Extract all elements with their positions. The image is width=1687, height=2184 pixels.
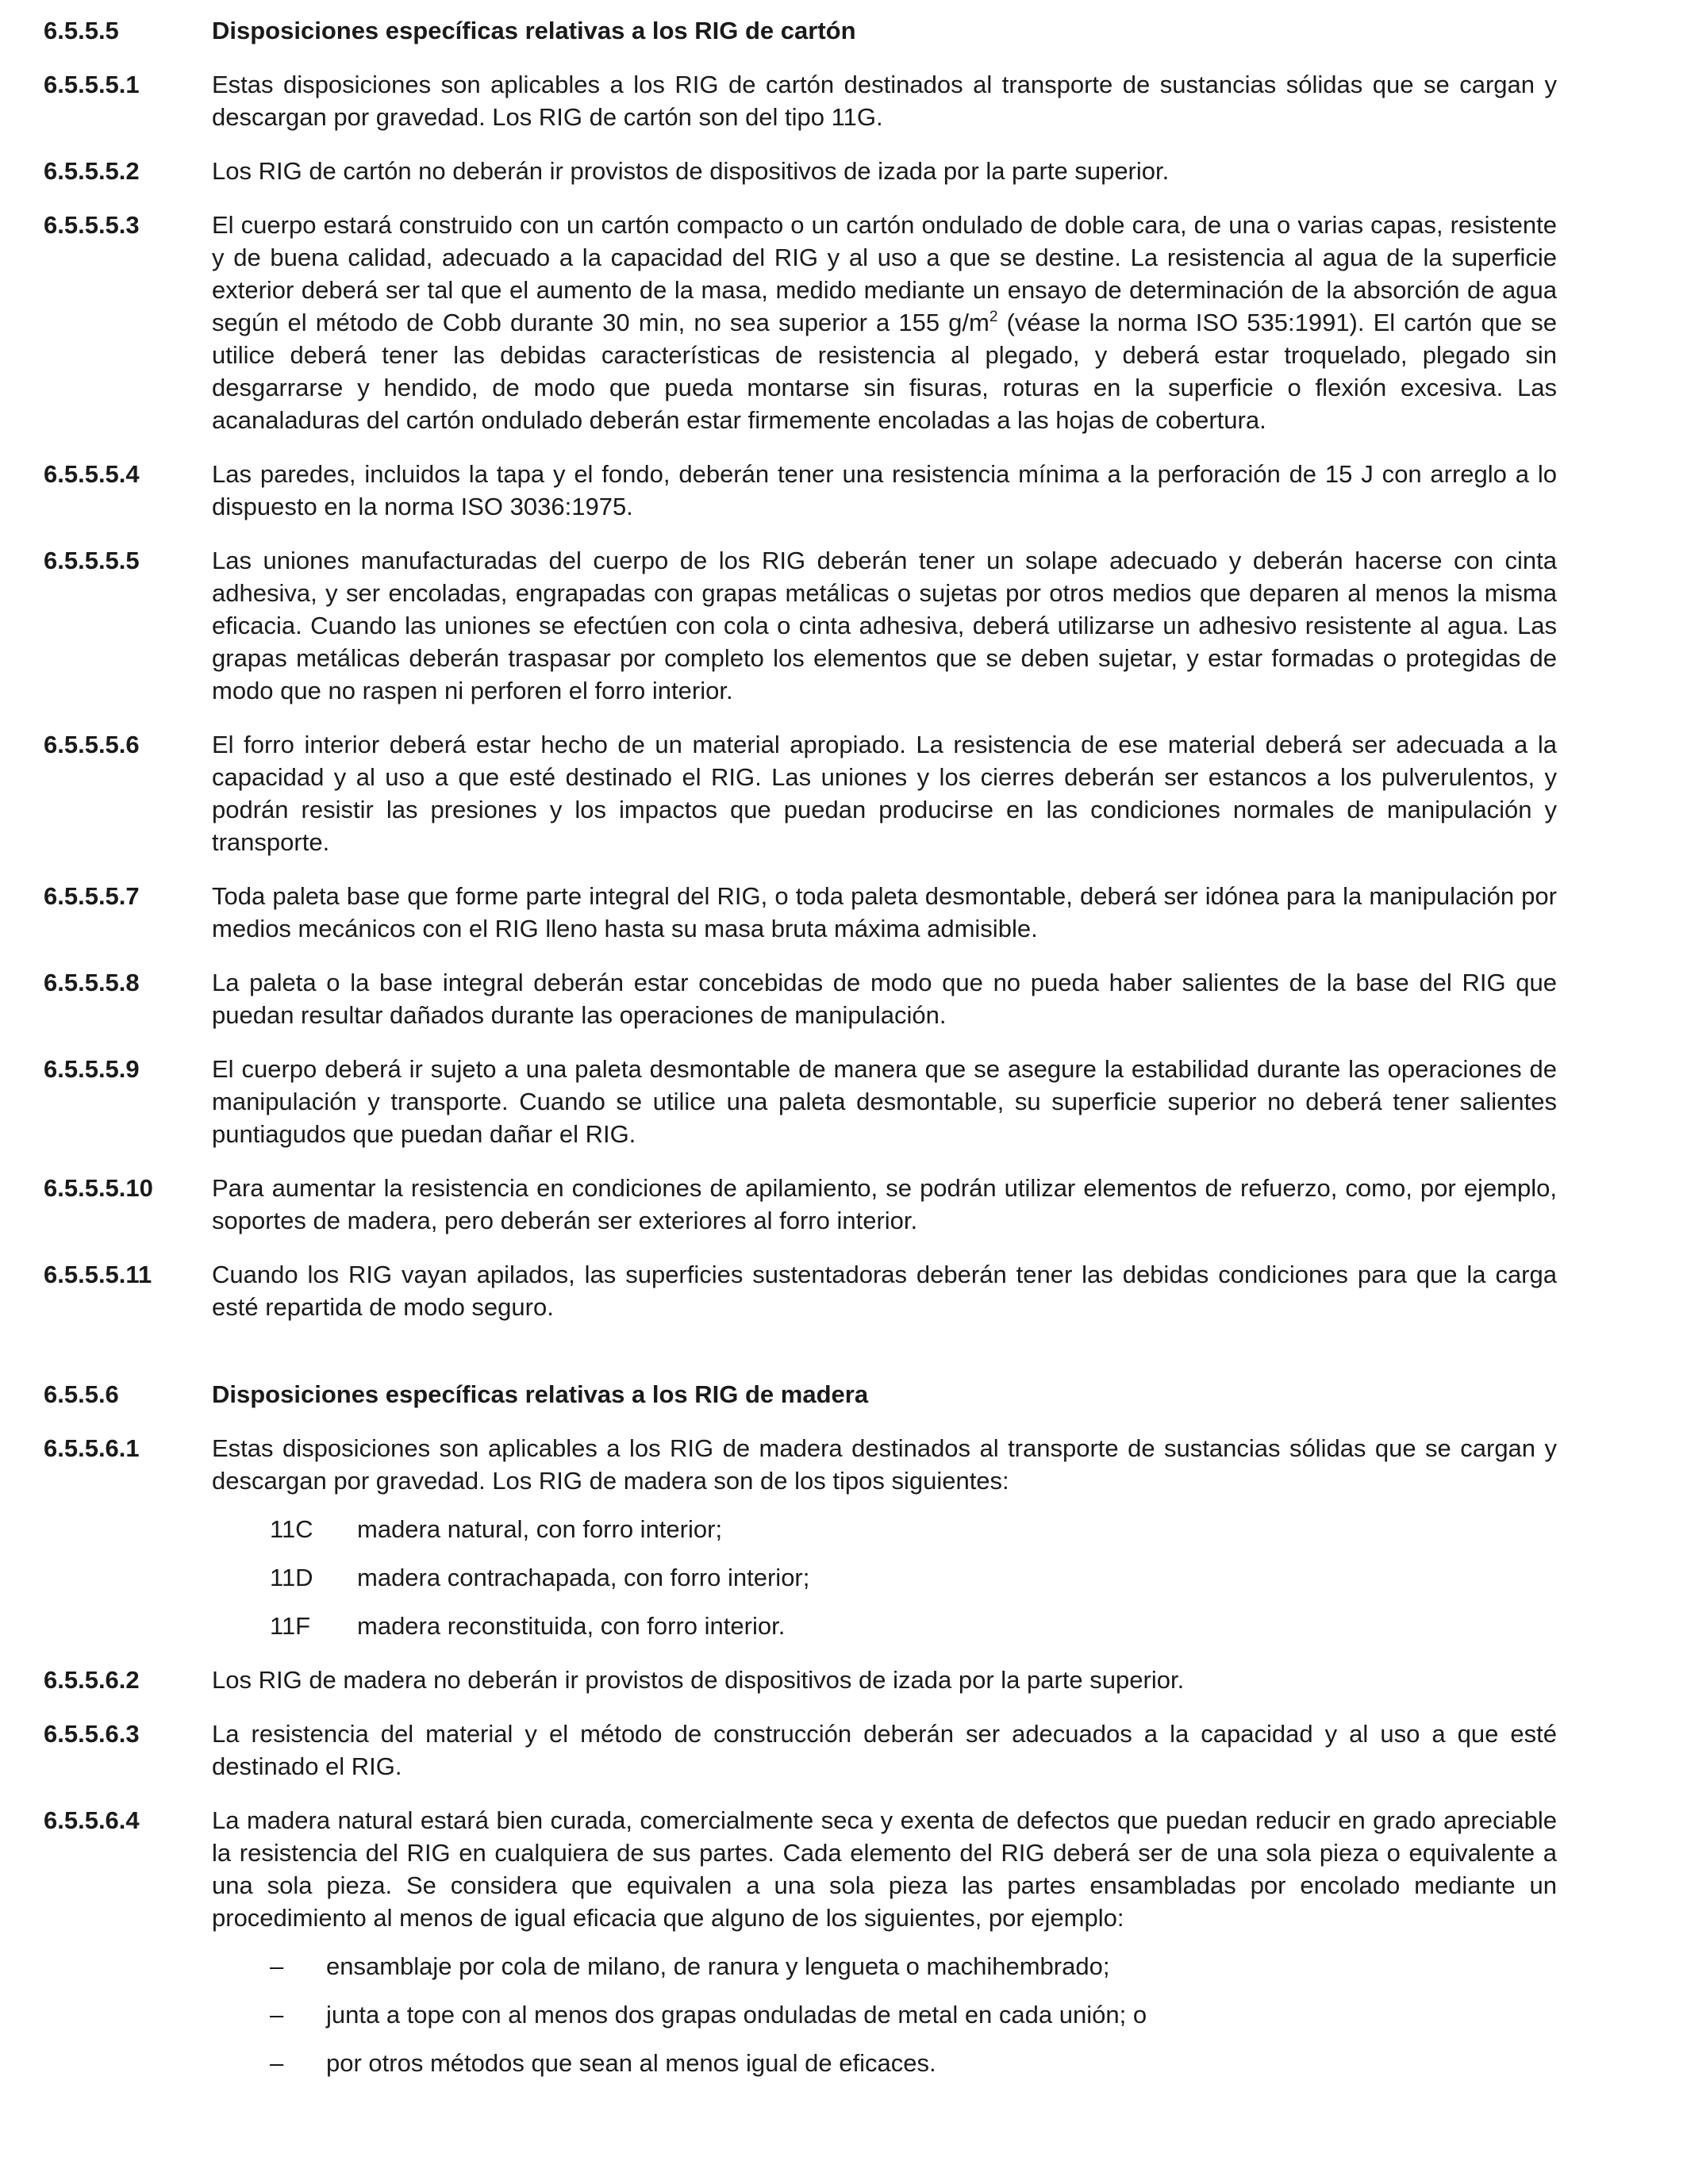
type-description: madera contrachapada, con forro interior;	[357, 1564, 810, 1591]
paragraph-text: Los RIG de cartón no deberán ir provistos de dispositivos de izada por la parte superior.	[212, 157, 1170, 185]
paragraph-6-5-5-5-10	[0, 1172, 1687, 1237]
paragraph-text: La paleta o la base integral deberán estar concebidas de modo que no pueda haber salientes de la base del RIG que puedan resultar dañados durante las operaciones de manipulación.	[212, 969, 1557, 1029]
paragraph-number: 6.5.5.5.6	[44, 731, 140, 758]
paragraph-number: 6.5.5.5.8	[44, 969, 140, 996]
paragraph-6-5-5-6-3	[0, 1718, 1687, 1783]
paragraph-number: 6.5.5.5.3	[44, 211, 140, 239]
paragraph-text-part-a: El cuerpo estará construido con un cartón compacto o un cartón ondulado de doble cara, de una o varias capas, resistente y de buena calidad, adecuado a la capacidad del RIG y al uso a que se destine. La resistencia al agua de la superficie exterior deberá ser tal que el aumento de la masa, medido mediante un ensayo de determinación de la absorción de agua según el método de Cobb durante 30 min, no sea superior a 155 g/m	[212, 211, 1557, 336]
section-title: Disposiciones específicas relativas a los RIG de cartón	[212, 17, 856, 44]
paragraph-6-5-5-6-1	[0, 1432, 1687, 1497]
bullet-item	[0, 1950, 1687, 1982]
paragraph-number: 6.5.5.6.3	[44, 1720, 140, 1748]
paragraph-6-5-5-5-9	[0, 1053, 1687, 1150]
paragraph-text: El cuerpo deberá ir sujeto a una paleta desmontable de manera que se asegure la estabilidad durante las operaciones de manipulación y transporte. Cuando se utilice una paleta desmontable, su superficie superior no deberá tener salientes puntiagudos que puedan dañar el RIG.	[212, 1055, 1557, 1148]
paragraph-text: Cuando los RIG vayan apilados, las superficies sustentadoras deberán tener las debidas condiciones para que la carga esté repartida de modo seguro.	[212, 1261, 1557, 1321]
paragraph-6-5-5-6-4	[0, 1804, 1687, 1934]
type-item	[0, 1513, 1687, 1545]
bullet-text: junta a tope con al menos dos grapas onduladas de metal en cada unión; o	[326, 2001, 1147, 2029]
bullet-item	[0, 1998, 1687, 2031]
paragraph-text-part-b: (véase la norma ISO 535:1991). El cartón que se utilice deberá tener las debidas características de resistencia al plegado, y deberá estar troquelado, plegado sin desgarrarse y hendido, de modo que pueda montarse sin fisuras, roturas en la superficie o flexión excesiva. Las acanaladuras del cartón ondulado deberán estar firmemente encoladas a las hojas de cobertura.	[212, 309, 1557, 434]
paragraph-number: 6.5.5.6.1	[44, 1434, 140, 1462]
bullet-item	[0, 2047, 1687, 2079]
section-number: 6.5.5.6	[44, 1380, 119, 1408]
type-description: madera reconstituida, con forro interior.	[357, 1612, 786, 1640]
paragraph-6-5-5-5-2	[0, 155, 1687, 187]
paragraph-number: 6.5.5.6.4	[44, 1806, 140, 1834]
paragraph-6-5-5-5-7	[0, 880, 1687, 945]
paragraph-text: El forro interior deberá estar hecho de un material apropiado. La resistencia de ese material deberá ser adecuada a la capacidad y al uso a que esté destinado el RIG. Las uniones y los cierres deberán ser estancos a los pulverulentos, y podrán resistir las presiones y los impactos que puedan producirse en las condiciones normales de manipulación y transporte.	[212, 731, 1557, 856]
paragraph-6-5-5-5-11	[0, 1258, 1687, 1323]
paragraph-number: 6.5.5.5.9	[44, 1055, 140, 1083]
section-heading-6-5-5-5	[0, 14, 1687, 47]
paragraph-6-5-5-5-8	[0, 966, 1687, 1031]
paragraph-number: 6.5.5.5.5	[44, 547, 140, 574]
paragraph-number: 6.5.5.5.1	[44, 71, 140, 98]
type-code: 11C	[270, 1515, 313, 1543]
section-title: Disposiciones específicas relativas a los RIG de madera	[212, 1380, 869, 1408]
bullet-text: ensamblaje por cola de milano, de ranura y lengueta o machihembrado;	[326, 1952, 1110, 1980]
paragraph-6-5-5-5-5	[0, 544, 1687, 707]
paragraph-6-5-5-5-1	[0, 68, 1687, 133]
paragraph-text: Estas disposiciones son aplicables a los RIG de madera destinados al transporte de sustancias sólidas que se cargan y descargan por gravedad. Los RIG de madera son de los tipos siguientes:	[212, 1434, 1557, 1495]
type-item	[0, 1610, 1687, 1642]
paragraph-text: Las uniones manufacturadas del cuerpo de los RIG deberán tener un solape adecuado y deberán hacerse con cinta adhesiva, y ser encoladas, engrapadas con grapas metálicas o sujetas por otros medios que deparen al menos la misma eficacia. Cuando las uniones se efectúen con cola o cinta adhesiva, deberá utilizarse un adhesivo resistente al agua. Las grapas metálicas deberán traspasar por completo los elementos que se deben sujetar, y estar formadas o protegidas de modo que no raspen ni perforen el forro interior.	[212, 547, 1557, 704]
paragraph-number: 6.5.5.5.2	[44, 157, 140, 185]
dash-bullet: –	[270, 2001, 284, 2029]
section-number: 6.5.5.5	[44, 17, 119, 44]
type-description: madera natural, con forro interior;	[357, 1515, 723, 1543]
paragraph-text: La resistencia del material y el método de construcción deberán ser adecuados a la capacidad y al uso a que esté destinado el RIG.	[212, 1720, 1557, 1780]
dash-bullet: –	[270, 2049, 284, 2077]
paragraph-number: 6.5.5.5.7	[44, 882, 140, 910]
paragraph-number: 6.5.5.5.11	[44, 1261, 152, 1288]
paragraph-number: 6.5.5.5.10	[44, 1174, 153, 1202]
paragraph-number: 6.5.5.6.2	[44, 1666, 140, 1694]
superscript: 2	[989, 309, 998, 325]
section-heading-6-5-5-6	[0, 1378, 1687, 1411]
type-code: 11F	[270, 1612, 311, 1640]
paragraph-text: Estas disposiciones son aplicables a los RIG de cartón destinados al transporte de sustancias sólidas que se cargan y descargan por gravedad. Los RIG de cartón son del tipo 11G.	[212, 71, 1557, 131]
paragraph-text: La madera natural estará bien curada, comercialmente seca y exenta de defectos que puedan reducir en grado apreciable la resistencia del RIG en cualquiera de sus partes. Cada elemento del RIG deberá ser de una sola pieza o equivalente a una sola pieza. Se considera que equivalen a una sola pieza las partes ensambladas por encolado mediante un procedimiento al menos de igual eficacia que alguno de los siguientes, por ejemplo:	[212, 1806, 1557, 1932]
paragraph-text: Las paredes, incluidos la tapa y el fondo, deberán tener una resistencia mínima a la perforación de 15 J con arreglo a lo dispuesto en la norma ISO 3036:1975.	[212, 460, 1557, 520]
paragraph-number: 6.5.5.5.4	[44, 460, 140, 488]
paragraph-6-5-5-5-4	[0, 458, 1687, 523]
paragraph-text: Toda paleta base que forme parte integral del RIG, o toda paleta desmontable, deberá ser idónea para la manipulación por medios mecánicos con el RIG lleno hasta su masa bruta máxima admisible.	[212, 882, 1557, 942]
type-item	[0, 1561, 1687, 1594]
type-code: 11D	[270, 1564, 313, 1591]
paragraph-6-5-5-5-3	[0, 209, 1687, 436]
paragraph-6-5-5-6-2	[0, 1664, 1687, 1696]
dash-bullet: –	[270, 1952, 284, 1980]
paragraph-6-5-5-5-6	[0, 728, 1687, 858]
paragraph-text	[212, 209, 1557, 436]
paragraph-text: Para aumentar la resistencia en condiciones de apilamiento, se podrán utilizar elementos de refuerzo, como, por ejemplo, soportes de madera, pero deberán ser exteriores al forro interior.	[212, 1174, 1557, 1234]
bullet-text: por otros métodos que sean al menos igual de eficaces.	[326, 2049, 936, 2077]
paragraph-text: Los RIG de madera no deberán ir provistos de dispositivos de izada por la parte superior.	[212, 1666, 1185, 1694]
